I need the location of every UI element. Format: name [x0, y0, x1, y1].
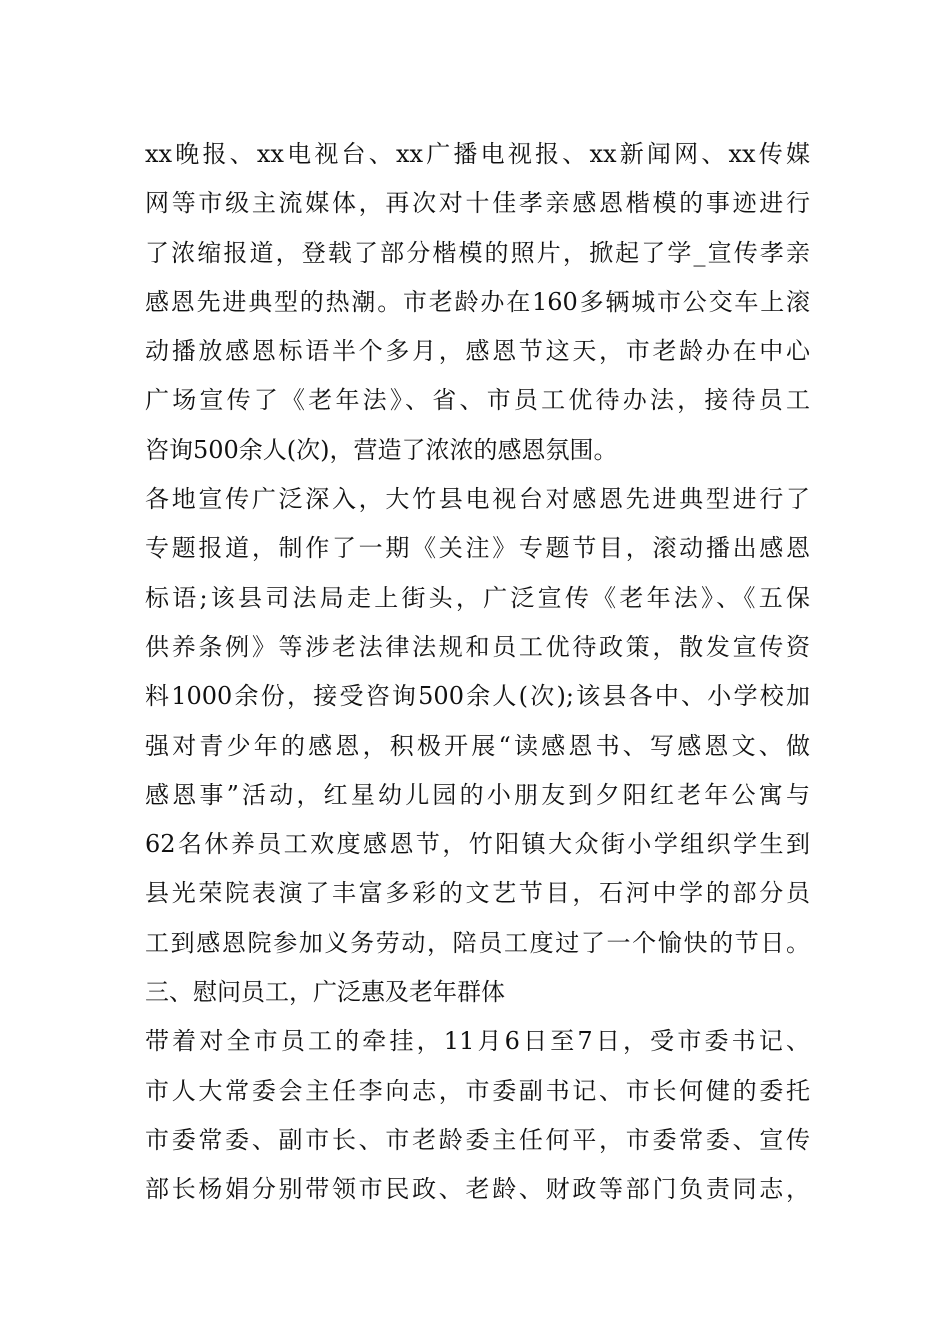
text-line: 各地宣传广泛深入，大竹县电视台对感恩先进典型进行了 — [145, 485, 810, 514]
text-line: 专题报道，制作了一期《关注》专题节目，滚动播出感恩 — [145, 534, 810, 563]
text-line: 料1000余份，接受咨询500余人(次);该县各中、小学校加 — [145, 682, 810, 711]
text-line: 工到感恩院参加义务劳动，陪员工度过了一个愉快的节日。 — [145, 928, 810, 957]
text-line: 网等市级主流媒体，再次对十佳孝亲感恩楷模的事迹进行 — [145, 189, 810, 218]
text-line: 广场宣传了《老年法》、省、市员工优待办法，接待员工 — [145, 386, 810, 415]
section-heading: 三、慰问员工，广泛惠及老年群体 — [145, 978, 505, 1007]
text-line: 标语;该县司法局走上街头，广泛宣传《老年法》、《五保 — [145, 583, 810, 612]
text-line: 感恩事”活动，红星幼儿园的小朋友到夕阳红老年公寓与 — [145, 780, 810, 809]
text-line: xx晚报、xx电视台、xx广播电视报、xx新闻网、xx传媒 — [145, 140, 810, 168]
text-line: 市人大常委会主任李向志，市委副书记、市长何健的委托 — [145, 1076, 810, 1105]
text-line: 市委常委、副市长、市老龄委主任何平，市委常委、宣传 — [145, 1125, 810, 1154]
text-line: 62名休养员工欢度感恩节，竹阳镇大众街小学组织学生到 — [145, 830, 810, 859]
text-line: 带着对全市员工的牵挂，11月6日至7日，受市委书记、 — [145, 1027, 810, 1056]
text-line: 感恩先进典型的热潮。市老龄办在160多辆城市公交车上滚 — [145, 287, 810, 316]
text-line: 咨询500余人(次)，营造了浓浓的感恩氛围。 — [145, 435, 618, 464]
text-line: 供养条例》等涉老法律法规和员工优待政策，散发宣传资 — [145, 632, 810, 661]
text-line: 动播放感恩标语半个多月，感恩节这天，市老龄办在中心 — [145, 337, 810, 366]
document-body — [145, 130, 810, 1215]
text-line: 了浓缩报道，登载了部分楷模的照片，掀起了学_宣传孝亲 — [145, 238, 810, 267]
text-line: 县光荣院表演了丰富多彩的文艺节目，石河中学的部分员 — [145, 879, 810, 908]
text-line: 部长杨娟分别带领市民政、老龄、财政等部门负责同志， — [145, 1175, 810, 1204]
text-line: 强对青少年的感恩，积极开展“读感恩书、写感恩文、做 — [145, 731, 810, 760]
